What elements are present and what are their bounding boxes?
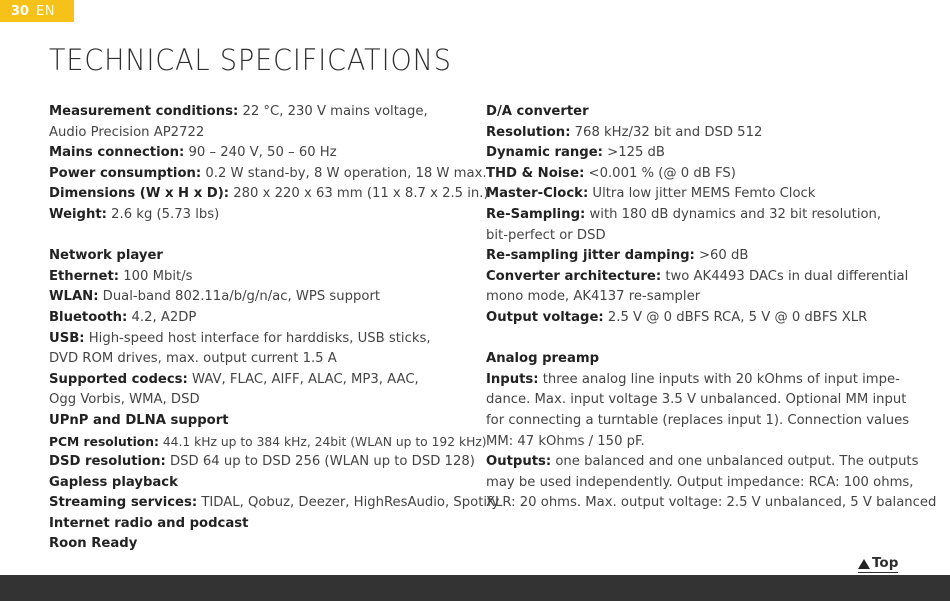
spec-line [49,102,469,123]
spec-line [486,267,909,288]
spec-line [49,432,487,453]
spec-line [486,226,906,247]
spec-key: Master-Clock: [486,186,589,202]
specs-right-column [486,102,937,514]
spec-line [486,493,937,514]
spec-key: Inputs: [486,371,539,387]
spec-value: one balanced and one unbalanced output. The outputs [551,454,919,470]
spec-value: 22 °C, 230 V mains voltage, [238,104,428,119]
spec-key: Internet radio and podcast [49,515,249,531]
spec-line [49,287,469,308]
spec-key: DSD resolution: [49,454,166,470]
spec-line [49,123,469,144]
spec-key: Resolution: [486,124,571,140]
spec-line [486,143,906,164]
spec-line [49,267,469,288]
spec-key: Dimensions (W x H x D): [49,186,230,202]
spec-value: <0.001 % (@ 0 dB FS) [584,165,736,181]
spec-key: Mains connection: [49,145,185,161]
spec-line [49,452,475,473]
spec-key: Supported codecs: [49,371,188,387]
spec-value: >125 dB [602,145,665,161]
spec-line [49,493,500,514]
spec-line [49,390,469,411]
back-to-top-link[interactable] [858,555,898,573]
spec-line [486,102,906,123]
spec-value: Audio Precision AP2722 [49,124,205,140]
spec-line [486,370,906,391]
spec-line [49,349,469,370]
back-to-top-label: Top [872,555,899,571]
spec-line [486,164,906,185]
spec-line [486,205,906,226]
spec-value: may be used independently. Output impedance: RCA: 100 ohms, [486,474,914,490]
specs-left-column [49,102,500,555]
spec-value: WAV, FLAC, AIFF, ALAC, MP3, AAC, [187,371,419,387]
spec-line [486,246,906,267]
spec-key: D/A converter [486,104,589,119]
page-number: 30 [11,3,30,19]
spec-key: Bluetooth: [49,309,128,325]
spec-line [49,329,469,350]
spec-key: Network player [49,248,163,264]
spec-value: 100 Mbit/s [119,268,193,284]
spec-key: UPnP and DLNA support [49,412,229,428]
page-number-tag [0,0,74,22]
spec-key: Streaming services: [49,495,198,511]
spec-key: Outputs: [486,454,552,470]
spec-value: 90 – 240 V, 50 – 60 Hz [184,145,337,161]
spec-value: three analog line inputs with 20 kOhms of input impe- [538,371,900,387]
spec-value: dance. Max. input voltage 3.5 V unbalanced. Optional MM input [486,392,907,408]
spec-line [49,308,469,329]
spec-value: 768 kHz/32 bit and DSD 512 [570,124,763,140]
spec-line [49,473,469,494]
spec-line [486,308,906,329]
spec-value: High-speed host interface for harddisks, USB sticks, [84,330,431,346]
spacer [486,329,906,350]
spec-value: 44.1 kHz up to 384 kHz, 24bit (WLAN up to 192 kHz) [158,434,487,449]
triangle-up-icon [858,559,870,569]
spec-line [49,411,469,432]
spec-key: Converter architecture: [486,268,662,284]
spec-line [49,205,469,226]
spec-line [486,287,906,308]
spec-key: Ethernet: [49,268,120,284]
footer-bar [0,575,950,601]
spacer [49,226,469,247]
spec-line [486,411,910,432]
spec-line [486,473,914,494]
spec-value: 280 x 220 x 63 mm (11 x 8.7 x 2.5 in.) [229,186,489,202]
spec-line [486,390,906,411]
spec-key: USB: [49,330,85,346]
spec-line [49,246,469,267]
spec-value: MM: 47 kOhms / 150 pF. [486,433,645,449]
spec-value: Ultra low jitter MEMS Femto Clock [588,186,816,202]
spec-line [49,534,469,555]
spec-key: PCM resolution: [49,434,159,449]
spec-value: with 180 dB dynamics and 32 bit resolution, [585,206,882,222]
spec-key: WLAN: [49,289,99,305]
page-title: TECHNICAL SPECIFICATIONS [49,43,452,77]
spec-value: Dual-band 802.11a/b/g/n/ac, WPS support [98,289,381,305]
spec-value: 0.2 W stand-by, 8 W operation, 18 W max. [201,165,487,181]
spec-value: 2.6 kg (5.73 lbs) [106,206,220,222]
language-label: EN [36,3,56,19]
spec-line [486,184,906,205]
spec-key: Power consumption: [49,165,202,181]
spec-key: Measurement conditions: [49,104,239,119]
spec-line [49,370,469,391]
spec-value: DVD ROM drives, max. output current 1.5 A [49,351,337,367]
spec-key: Roon Ready [49,536,138,552]
spec-value: DSD 64 up to DSD 256 (WLAN up to DSD 128) [165,454,475,470]
spec-line [486,452,919,473]
spec-value: for connecting a turntable (replaces input 1). Connection values [486,412,910,428]
spec-key: Re-Sampling: [486,206,586,222]
spec-value: TIDAL, Qobuz, Deezer, HighResAudio, Spotify [197,495,500,511]
spec-value: XLR: 20 ohms. Max. output voltage: 2.5 V unbalanced, 5 V balanced [486,495,937,511]
spec-value: 2.5 V @ 0 dBFS RCA, 5 V @ 0 dBFS XLR [603,309,868,325]
spec-value: 4.2, A2DP [127,309,197,325]
spec-key: Re-sampling jitter damping: [486,248,695,264]
spec-line [49,184,489,205]
spec-key: Weight: [49,206,107,222]
spec-key: Dynamic range: [486,145,603,161]
spec-line [49,143,469,164]
spec-value: mono mode, AK4137 re-sampler [486,289,701,305]
spec-line [49,514,469,535]
spec-value: two AK4493 DACs in dual differential [661,268,909,284]
spec-line [486,432,906,453]
spec-value: Ogg Vorbis, WMA, DSD [49,392,200,408]
spec-line [486,349,906,370]
spec-key: Output voltage: [486,309,604,325]
spec-key: Gapless playback [49,474,178,490]
spec-key: Analog preamp [486,351,600,367]
spec-line [49,164,487,185]
spec-value: >60 dB [694,248,749,264]
spec-line [486,123,906,144]
spec-key: THD & Noise: [486,165,585,181]
spec-value: bit-perfect or DSD [486,227,606,243]
